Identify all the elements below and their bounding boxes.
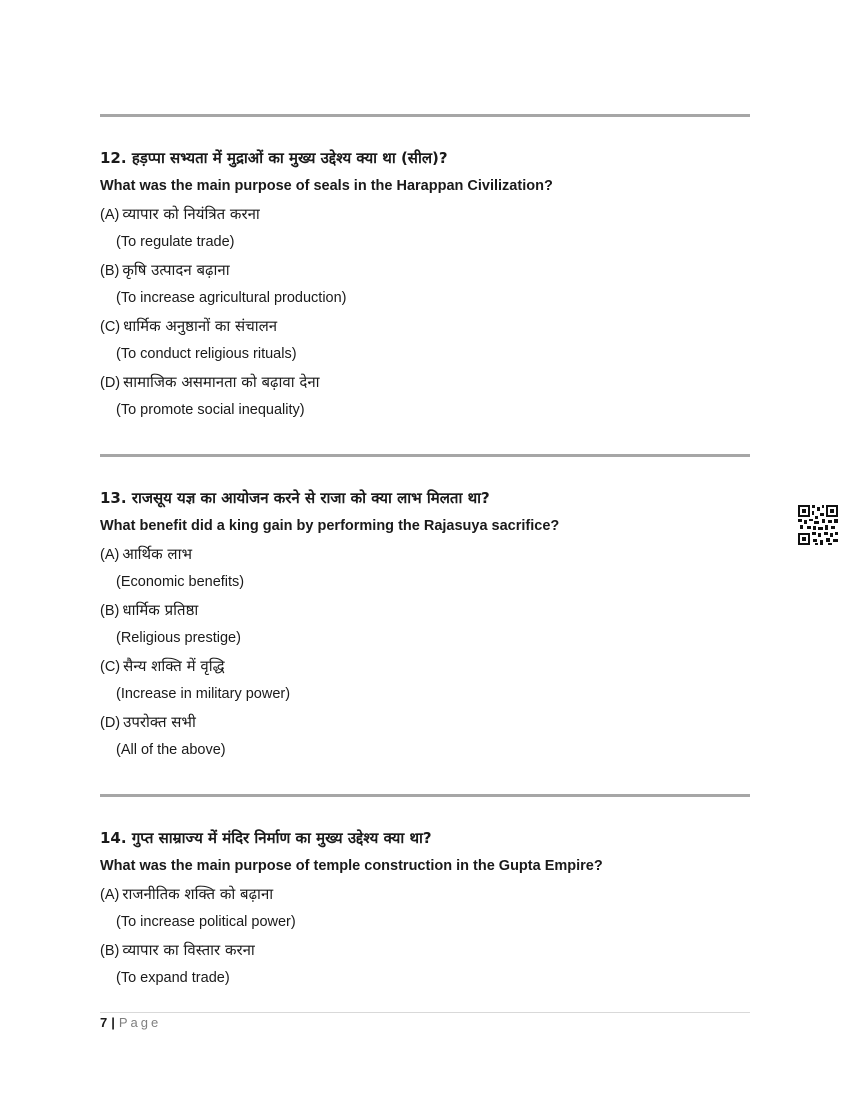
option-b-english: (To increase agricultural production) [116,290,347,306]
question-12 [100,144,760,424]
question-english: What was the main purpose of seals in the Harappan Civilization? [100,178,553,194]
section-divider [100,454,750,457]
page-footer [100,1014,161,1032]
question-hindi: 12. हड़प्पा सभ्यता में मुद्राओं का मुख्य उद्देश्य क्या था (सील)? [100,149,448,167]
question-14 [100,824,760,992]
option-a-hindi[interactable]: (A) राजनीतिक शक्ति को बढ़ाना [100,885,274,903]
option-d-english: (All of the above) [116,742,226,758]
option-a-hindi[interactable]: (A) व्यापार को नियंत्रित करना [100,205,260,223]
footer-separator: | [111,1015,115,1030]
option-d-hindi[interactable]: (D) उपरोक्त सभी [100,713,196,731]
option-b-hindi[interactable]: (B) धार्मिक प्रतिष्ठा [100,601,199,619]
option-c-english: (Increase in military power) [116,686,291,702]
option-c-english: (To conduct religious rituals) [116,346,297,362]
section-divider [100,794,750,797]
section-divider [100,114,750,117]
question-english: What benefit did a king gain by performing the Rajasuya sacrifice? [100,518,560,534]
option-c-hindi[interactable]: (C) सैन्य शक्ति में वृद्धि [100,657,225,675]
question-13 [100,484,760,764]
page-number: 7 [100,1015,108,1030]
footer-divider [100,1012,750,1013]
option-b-hindi[interactable]: (B) व्यापार का विस्तार करना [100,941,255,959]
page-label: Page [118,1015,162,1030]
option-a-hindi[interactable]: (A) आर्थिक लाभ [100,545,193,563]
question-hindi: 13. राजसूय यज्ञ का आयोजन करने से राजा को क्या लाभ मिलता था? [100,489,490,507]
option-d-english: (To promote social inequality) [116,402,305,418]
option-a-english: (To regulate trade) [116,234,235,250]
question-hindi: 14. गुप्त साम्राज्य में मंदिर निर्माण का मुख्य उद्देश्य क्या था? [100,829,432,847]
option-a-english: (To increase political power) [116,914,296,930]
option-c-hindi[interactable]: (C) धार्मिक अनुष्ठानों का संचालन [100,317,278,335]
option-a-english: (Economic benefits) [116,574,245,590]
option-b-english: (To expand trade) [116,970,230,986]
option-d-hindi[interactable]: (D) सामाजिक असमानता को बढ़ावा देना [100,373,320,391]
option-b-hindi[interactable]: (B) कृषि उत्पादन बढ़ाना [100,261,230,279]
qr-code-icon[interactable] [798,505,838,545]
option-b-english: (Religious prestige) [116,630,241,646]
question-english: What was the main purpose of temple construction in the Gupta Empire? [100,858,603,874]
